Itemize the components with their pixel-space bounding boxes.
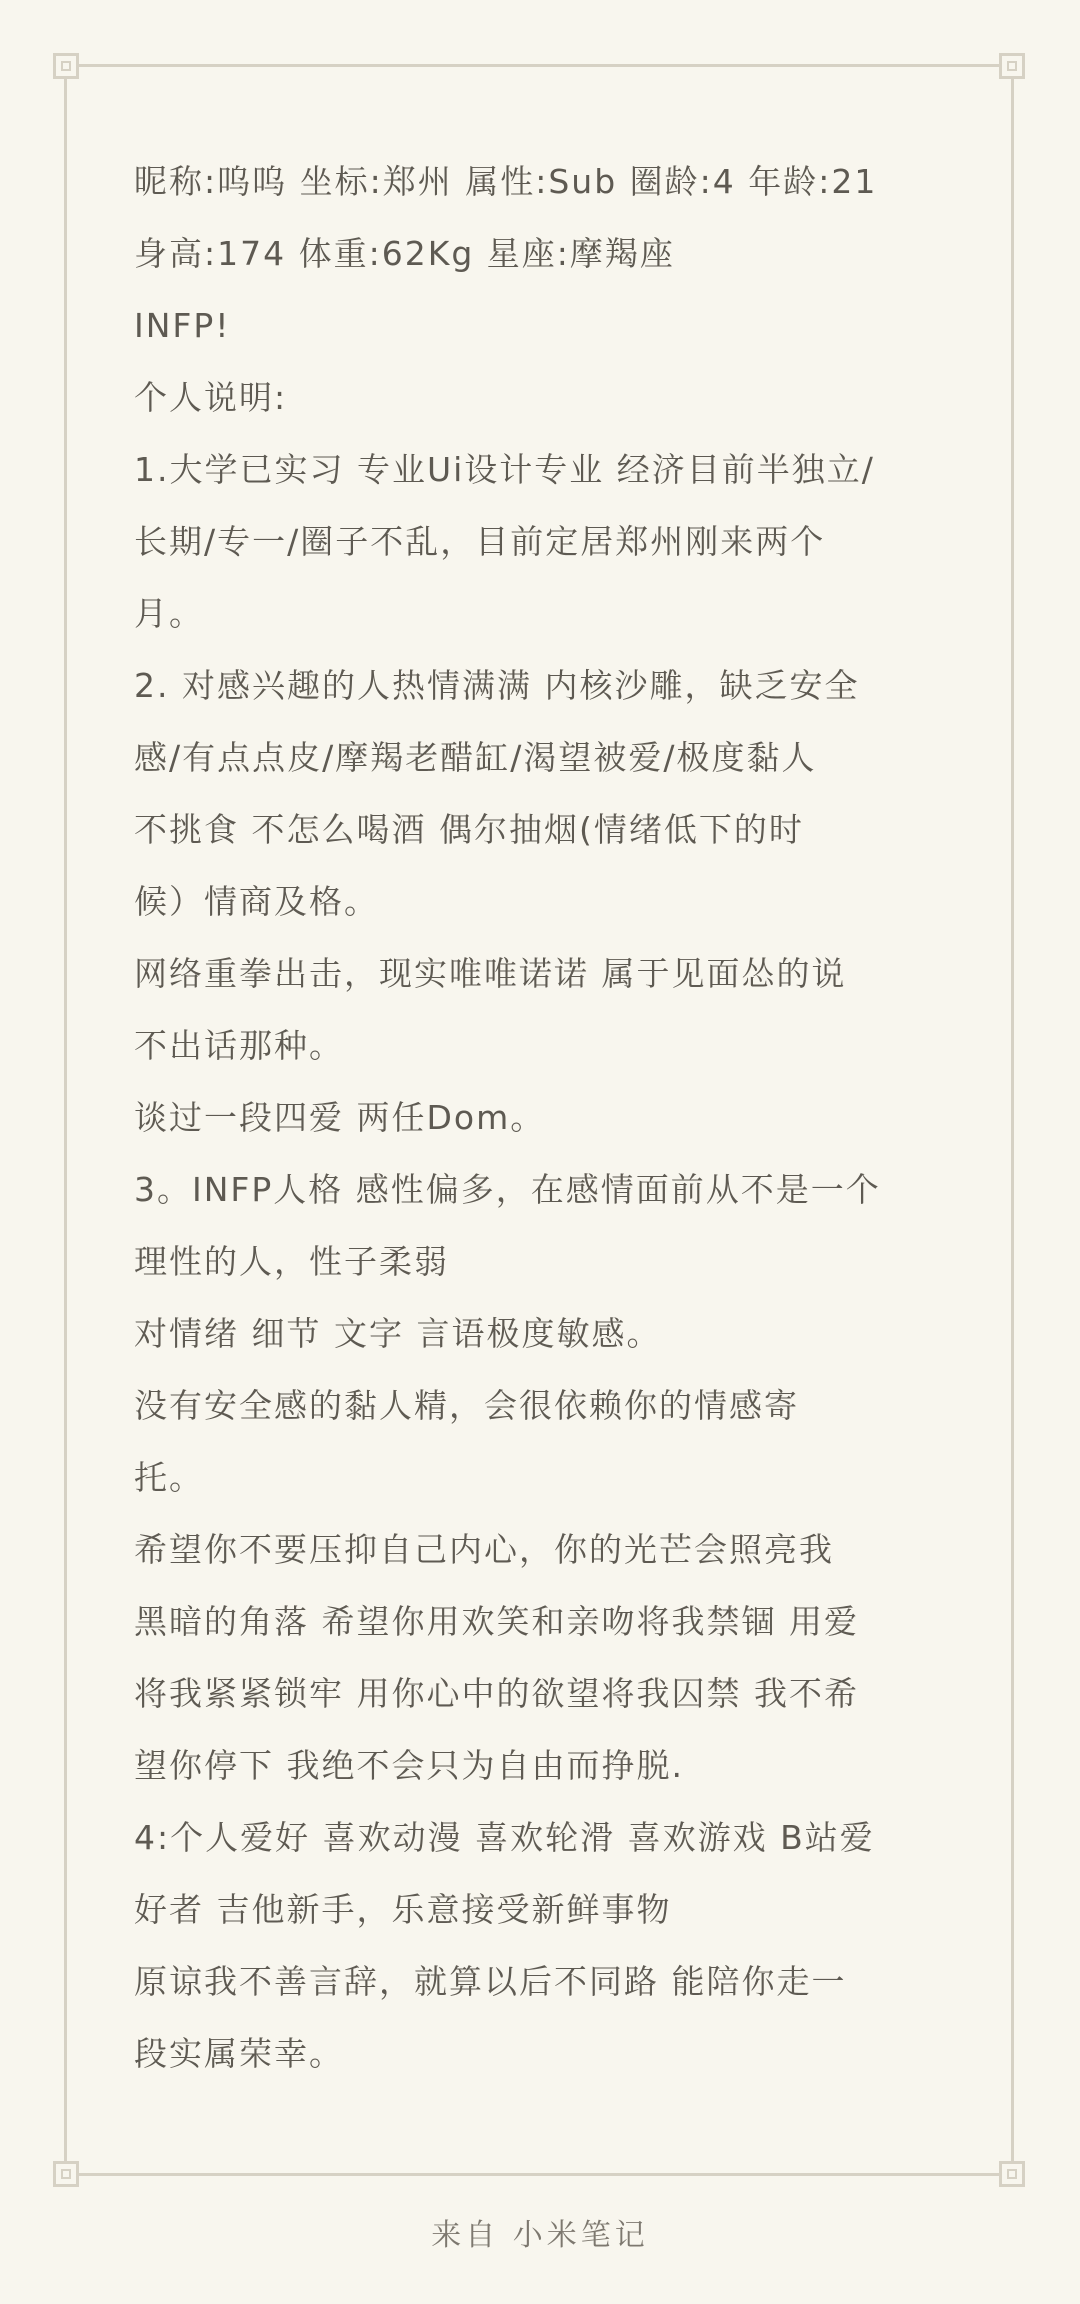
note-line: 不出话那种。 — [134, 1026, 344, 1065]
note-line: 长期/专一/圈子不乱，目前定居郑州刚来两个 — [134, 522, 826, 561]
frame-corner-ornament — [53, 2161, 79, 2187]
note-line: 好者 吉他新手，乐意接受新鲜事物 — [134, 1890, 672, 1929]
note-line: 谈过一段四爱 两任Dom。 — [134, 1098, 546, 1137]
note-body — [134, 146, 954, 2090]
note-line: 个人说明: — [134, 378, 288, 417]
note-line: 4:个人爱好 喜欢动漫 喜欢轮滑 喜欢游戏 B站爱 — [134, 1818, 875, 1857]
note-line: 身高:174 体重:62Kg 星座:摩羯座 — [134, 234, 675, 273]
note-line: 昵称:呜呜 坐标:郑州 属性:Sub 圈龄:4 年龄:21 — [134, 162, 878, 201]
note-line: 1.大学已实习 专业Ui设计专业 经济目前半独立/ — [134, 450, 875, 489]
note-line: 原谅我不善言辞，就算以后不同路 能陪你走一 — [134, 1962, 847, 2001]
note-line: 网络重拳出击，现实唯唯诺诺 属于见面怂的说 — [134, 954, 847, 993]
note-line: 希望你不要压抑自己内心，你的光芒会照亮我 — [134, 1530, 834, 1569]
note-line: 黑暗的角落 希望你用欢笑和亲吻将我禁锢 用爱 — [134, 1602, 859, 1641]
frame-corner-ornament — [999, 2161, 1025, 2187]
note-line: 没有安全感的黏人精，会很依赖你的情感寄 — [134, 1386, 799, 1425]
note-line: 不挑食 不怎么喝酒 偶尔抽烟(情绪低下的时 — [134, 810, 804, 849]
note-line: 月。 — [134, 594, 204, 633]
frame-corner-ornament — [53, 53, 79, 79]
note-line: 望你停下 我绝不会只为自由而挣脱. — [134, 1746, 684, 1785]
note-line: 理性的人，性子柔弱 — [134, 1242, 449, 1281]
note-line: 候）情商及格。 — [134, 882, 379, 921]
note-line: 将我紧紧锁牢 用你心中的欲望将我囚禁 我不希 — [134, 1674, 859, 1713]
frame-corner-ornament — [999, 53, 1025, 79]
note-line: INFP! — [134, 306, 231, 345]
note-line: 感/有点点皮/摩羯老醋缸/渴望被爱/极度黏人 — [134, 738, 817, 777]
note-line: 2. 对感兴趣的人热情满满 内核沙雕，缺乏安全 — [134, 666, 860, 705]
note-line: 段实属荣幸。 — [134, 2034, 344, 2073]
note-line: 托。 — [134, 1458, 204, 1497]
source-footer: 来自 小米笔记 — [431, 2218, 649, 2253]
note-line: 对情绪 细节 文字 言语极度敏感。 — [134, 1314, 662, 1353]
note-line: 3。INFP人格 感性偏多，在感情面前从不是一个 — [134, 1170, 881, 1209]
